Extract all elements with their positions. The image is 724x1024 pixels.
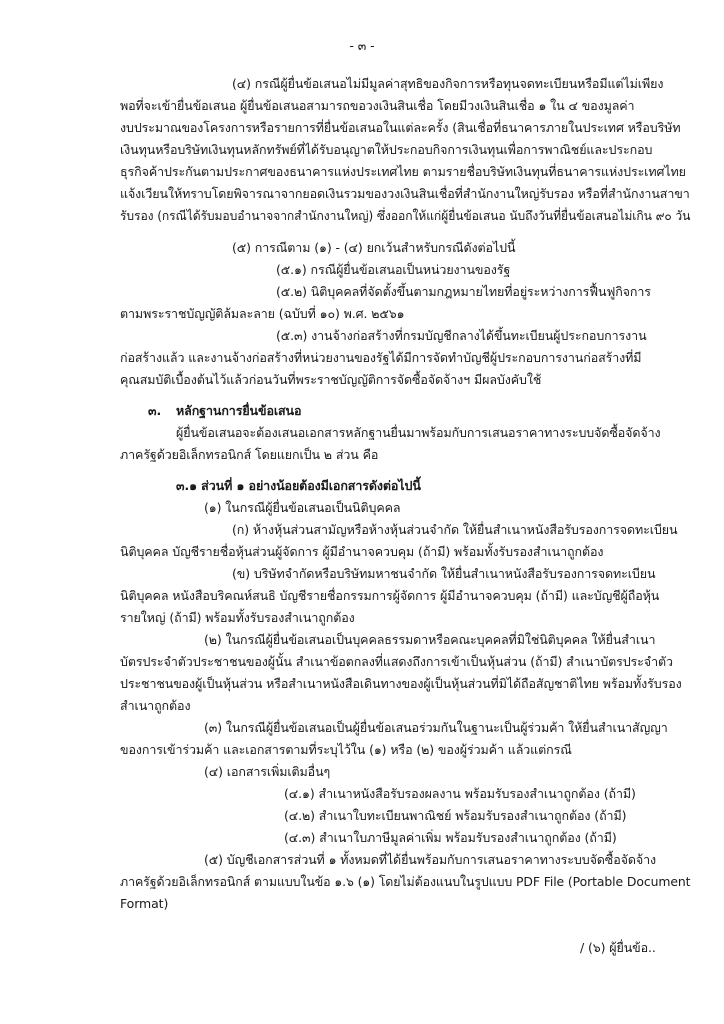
part-1-item: ประชาชนของผู้เป็นหุ้นส่วน หรือสำเนาหนังสือเดินทางของผู้เป็นหุ้นส่วนที่มิได้ถือสัญชาติไทย พร้อมทั้งรับรอง [120, 676, 682, 691]
page-number: - ๓ - [349, 38, 375, 53]
part-1-subitem: (๔.๓) สำเนาใบภาษีมูลค่าเพิ่ม พร้อมรับรองสำเนาถูกต้อง (ถ้ามี) [284, 830, 617, 845]
part-1-subitem: (๔.๑) สำเนาหนังสือรับรองผลงาน พร้อมรับรองสำเนาถูกต้อง (ถ้ามี) [284, 786, 636, 801]
paragraph-line: ธุรกิจค้าประกันตามประกาศของธนาคารแห่งประเทศไทย ตามรายชื่อบริษัทเงินทุนที่ธนาคารแห่งประเทศไทย [120, 164, 686, 179]
part-1-item: สำเนาถูกต้อง [120, 698, 191, 713]
paragraph-line: เงินทุนหรือบริษัทเงินทุนหลักทรัพย์ที่ได้รับอนุญาตให้ประกอบกิจการเงินทุนเพื่อการพาณิชย์และประกอบ [120, 142, 653, 157]
paragraph-line: พอที่จะเข้ายื่นข้อเสนอ ผู้ยื่นข้อเสนอสามารถขอวงเงินสินเชื่อ โดยมีวงเงินสินเชื่อ ๑ ใน ๔ ของมูลค่า [120, 98, 635, 113]
section-5-item: ตามพระราชบัญญัติล้มละลาย (ฉบับที่ ๑๐) พ.ศ. ๒๕๖๑ [120, 306, 405, 321]
paragraph-line: (๔) กรณีผู้ยื่นข้อเสนอไม่มีมูลค่าสุทธิของกิจการหรือทุนจดทะเบียนหรือมีแต่ไม่เพียง [232, 76, 664, 91]
part-1-item: บัตรประจำตัวประชาชนของผู้นั้น สำเนาข้อตกลงที่แสดงถึงการเข้าเป็นหุ้นส่วน (ถ้ามี) สำเนาบัตรประจำตัว [120, 654, 673, 669]
part-1-item: รายใหญ่ (ถ้ามี) พร้อมทั้งรับรองสำเนาถูกต้อง [120, 610, 355, 625]
section-5-item: ก่อสร้างแล้ว และงานจ้างก่อสร้างที่หน่วยงานของรัฐได้มีการจัดทำบัญชีผู้ประกอบการงานก่อสร้างที่มี [120, 350, 642, 365]
section-5-heading: (๕) การณีตาม (๑) - (๔) ยกเว้นสำหรับกรณีดังต่อไปนี้ [232, 240, 516, 255]
clause-title: หลักฐานการยื่นข้อเสนอ [176, 403, 302, 418]
clause-intro: ภาครัฐด้วยอิเล็กทรอนิกส์ โดยแยกเป็น ๒ ส่วน คือ [120, 447, 379, 462]
part-1-item: (๒) ในกรณีผู้ยื่นข้อเสนอเป็นบุคคลธรรมดาหรือคณะบุคคลที่มิใช่นิติบุคคล ให้ยื่นสำเนา [204, 632, 656, 647]
part-1-item: ภาครัฐด้วยอิเล็กทรอนิกส์ ตามแบบในข้อ ๑.๖ (๑) โดยไม่ต้องแนบในรูปแบบ PDF File (Portable Document [120, 874, 691, 889]
section-5-item: คุณสมบัติเบื้องต้นไว้แล้วก่อนวันที่พระราชบัญญัติการจัดซื้อจัดจ้างฯ มีผลบังคับใช้ [120, 372, 542, 387]
part-1-item: (๓) ในกรณีผู้ยื่นข้อเสนอเป็นผู้ยื่นข้อเสนอร่วมกันในฐานะเป็นผู้ร่วมค้า ให้ยื่นสำเนาสัญญา [204, 720, 668, 735]
part-1-item: ของการเข้าร่วมค้า และเอกสารตามที่ระบุไว้ใน (๑) หรือ (๒) ของผู้ร่วมค้า แล้วแต่กรณี [120, 742, 572, 757]
paragraph-line: แจ้งเวียนให้ทราบโดยพิจารณาจากยอดเงินรวมของวงเงินสินเชื่อที่สำนักงานใหญ่รับรอง หรือที่สำนักงานสาขา [120, 186, 690, 201]
clause-number: ๓. [148, 403, 162, 418]
part-1-subitem: (๔.๒) สำเนาใบทะเบียนพาณิชย์ พร้อมรับรองสำเนาถูกต้อง (ถ้ามี) [284, 808, 627, 823]
paragraph-line: รับรอง (กรณีได้รับมอบอำนาจจากสำนักงานใหญ่) ซึ่งออกให้แก่ผู้ยื่นข้อเสนอ นับถึงวันที่ยื่นข้อเสนอไม่เกิน ๙๐ วัน [120, 208, 691, 223]
part-1-heading: ๓.๑ ส่วนที่ ๑ อย่างน้อยต้องมีเอกสารดังต่อไปนี้ [176, 478, 421, 493]
footer-continuation: / (๖) ผู้ยื่นข้อ.. [580, 940, 656, 955]
part-1-item: นิติบุคคล หนังสือบริคณห์สนธิ บัญชีรายชื่อกรรมการผู้จัดการ ผู้มีอำนาจควบคุม (ถ้ามี) และบัญชีผู้ถือหุ้น [120, 588, 660, 603]
part-1-item: (ข) บริษัทจำกัดหรือบริษัทมหาชนจำกัด ให้ยื่นสำเนาหนังสือรับรองการจดทะเบียน [232, 566, 656, 581]
section-5-item: (๕.๒) นิติบุคคลที่จัดตั้งขึ้นตามกฎหมายไทยที่อยู่ระหว่างการฟื้นฟูกิจการ [276, 284, 651, 299]
section-5-item: (๕.๑) กรณีผู้ยื่นข้อเสนอเป็นหน่วยงานของรัฐ [276, 262, 511, 277]
part-1-item: (๔) เอกสารเพิ่มเติมอื่นๆ [204, 764, 331, 779]
clause-intro: ผู้ยื่นข้อเสนอจะต้องเสนอเอกสารหลักฐานยื่นมาพร้อมกับการเสนอราคาทางระบบจัดซื้อจัดจ้าง [176, 425, 661, 440]
section-5-item: (๕.๓) งานจ้างก่อสร้างที่กรมบัญชีกลางได้ขึ้นทะเบียนผู้ประกอบการงาน [276, 328, 647, 343]
part-1-item: (ก) ห้างหุ้นส่วนสามัญหรือห้างหุ้นส่วนจำกัด ให้ยื่นสำเนาหนังสือรับรองการจดทะเบียน [232, 522, 678, 537]
part-1-item: นิติบุคคล บัญชีรายชื่อหุ้นส่วนผู้จัดการ ผู้มีอำนาจควบคุม (ถ้ามี) พร้อมทั้งรับรองสำเนาถูกต้อง [120, 544, 604, 559]
part-1-item: (๑) ในกรณีผู้ยื่นข้อเสนอเป็นนิติบุคคล [204, 500, 401, 515]
paragraph-line: งบประมาณของโครงการหรือรายการที่ยื่นข้อเสนอในแต่ละครั้ง (สินเชื่อที่ธนาคารภายในประเทศ หรือบริษัท [120, 120, 681, 135]
part-1-item: Format) [120, 896, 169, 911]
part-1-item: (๕) บัญชีเอกสารส่วนที่ ๑ ทั้งหมดที่ได้ยื่นพร้อมกับการเสนอราคาทางระบบจัดซื้อจัดจ้าง [204, 852, 656, 867]
